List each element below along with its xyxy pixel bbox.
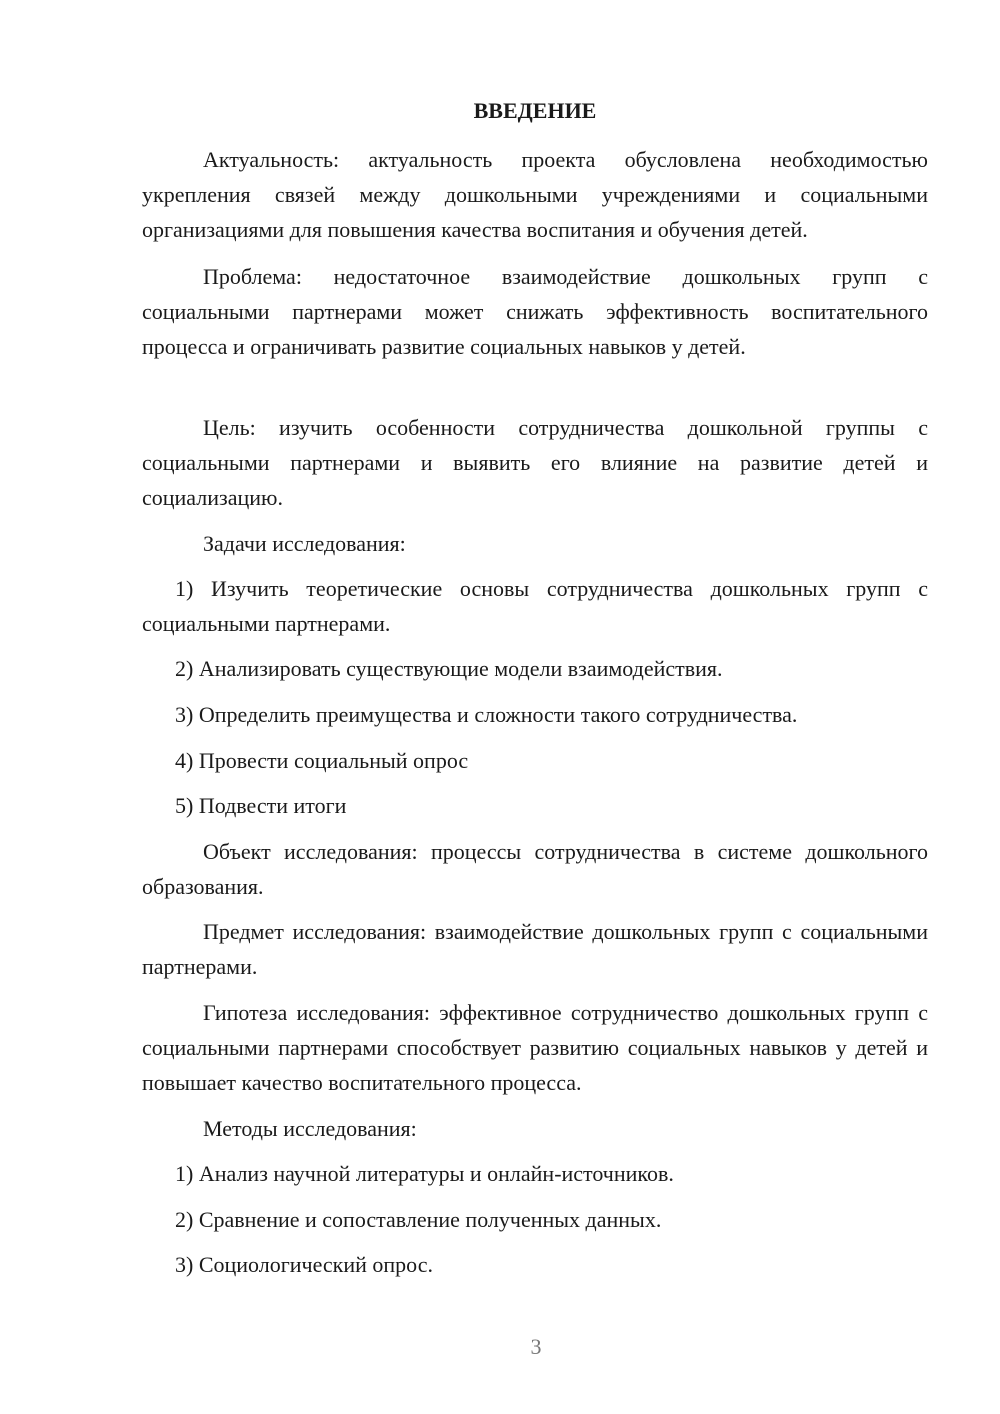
method-item: 3) Социологический опрос.: [175, 1252, 433, 1277]
problem-paragraph: Проблема: недостаточное взаимодействие дошкольных групп с социальными партнерами может снижать эффективность воспитательного процесса и ограничивать развитие социальных навыков у детей.: [142, 264, 928, 359]
page-number: 3: [530, 1334, 542, 1359]
object-paragraph: Объект исследования: процессы сотрудничества в системе дошкольного образования.: [142, 839, 928, 899]
relevance-paragraph: Актуальность: актуальность проекта обусловлена необходимостью укрепления связей между дошкольными учреждениями и социальными организациями для повышения качества воспитания и обучения детей.: [142, 147, 928, 242]
task-item: 1) Изучить теоретические основы сотрудничества дошкольных групп с социальными партнерами.: [142, 576, 928, 636]
task-item: 5) Подвести итоги: [175, 793, 347, 818]
hypothesis-paragraph: Гипотеза исследования: эффективное сотрудничество дошкольных групп с социальными партнерами способствует развитию социальных навыков у детей и повышает качество воспитательного процесса.: [142, 1000, 928, 1095]
task-item: 4) Провести социальный опрос: [175, 748, 469, 773]
method-item: 1) Анализ научной литературы и онлайн-источников.: [175, 1161, 674, 1186]
goal-paragraph: Цель: изучить особенности сотрудничества дошкольной группы с социальными партнерами и выявить его влияние на развитие детей и социализацию.: [142, 415, 928, 510]
subject-paragraph: Предмет исследования: взаимодействие дошкольных групп с социальными партнерами.: [142, 919, 928, 979]
methods-heading: Методы исследования:: [203, 1116, 417, 1141]
task-item: 3) Определить преимущества и сложности такого сотрудничества.: [175, 702, 798, 727]
method-item: 2) Сравнение и сопоставление полученных данных.: [175, 1207, 662, 1232]
section-title: ВВЕДЕНИЕ: [473, 98, 597, 123]
task-item: 2) Анализировать существующие модели взаимодействия.: [175, 656, 723, 681]
tasks-heading: Задачи исследования:: [203, 531, 406, 556]
